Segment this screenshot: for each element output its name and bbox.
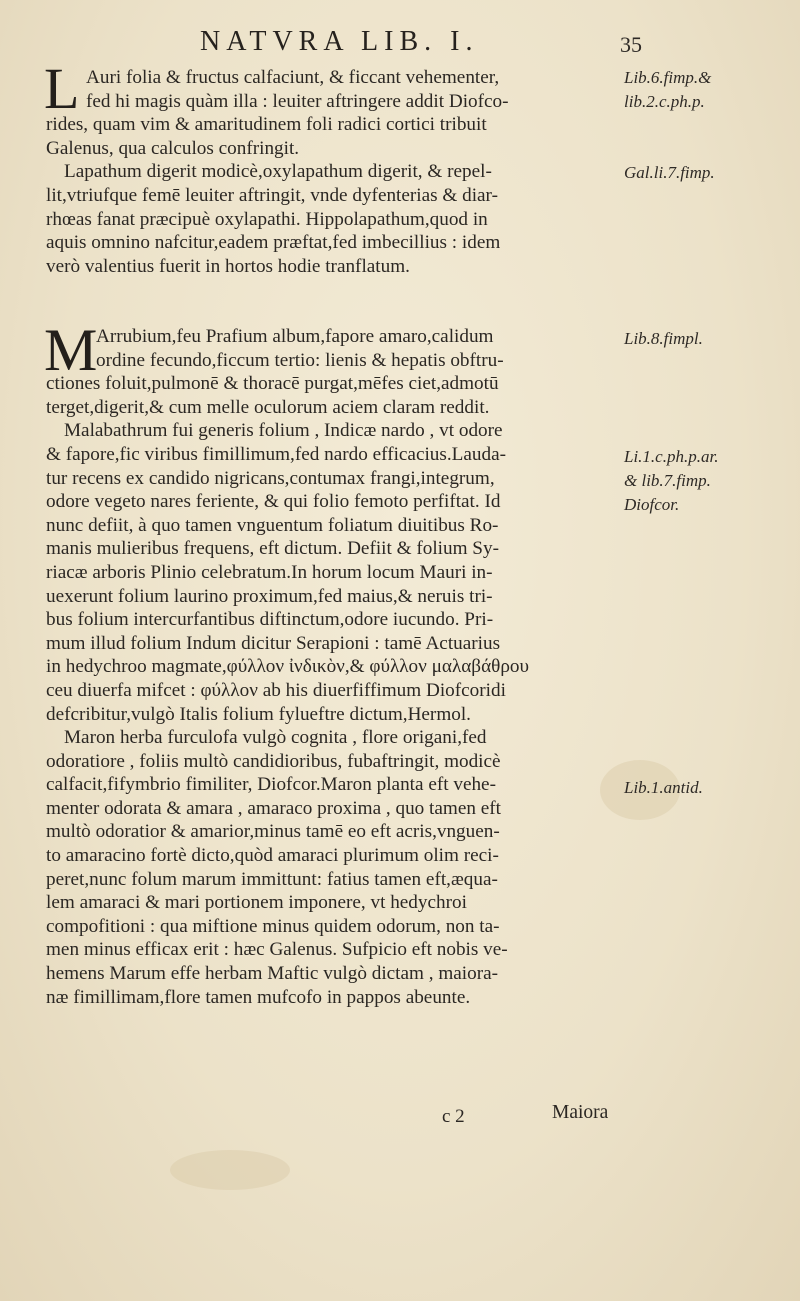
text-line: fed hi magis quàm illa : leuiter aftringere addit Diofco- [86, 90, 509, 112]
text-line: manis mulieribus frequens, eft dictum. Defiit & folium Sy- [46, 538, 499, 560]
text-line: riacæ arboris Plinio celebratum.In horum locum Mauri in- [46, 561, 493, 583]
text-line: aquis omnino nafcitur,eadem præftat,fed imbecillius : idem [46, 232, 501, 254]
text-line: peret,nunc folum marum immittunt: fatius tamen eft,æqua- [46, 868, 498, 890]
text-line: nunc defiit, à quo tamen vnguentum foliatum diuitibus Ro- [46, 514, 499, 536]
text-line: Malabathrum fui generis folium , Indicæ nardo , vt odore [64, 420, 503, 442]
text-line: hemens Marum effe herbam Maftic vulgò dictam , maiora- [46, 963, 498, 985]
text-line: in hedychroo magmate,φύλλον ἰνδικὸν,& φύλλον μαλαβάθρου [46, 656, 529, 678]
text-line: tur recens ex candido nigricans,contumax frangi,integrum, [46, 467, 495, 489]
text-line: lem amaraci & mari portionem imponere, vt hedychroi [46, 892, 467, 914]
text-line: Lapathum digerit modicè,oxylapathum digerit, & repel- [64, 161, 492, 183]
text-line: bus folium intercurfantibus diftinctum,odore iucundo. Pri- [46, 609, 494, 631]
paper-stain [170, 1150, 290, 1190]
text-line: men minus efficax erit : hæc Galenus. Sufpicio eft nobis ve- [46, 939, 508, 961]
paragraph-marrubium [46, 325, 616, 1009]
signature-mark: c 2 [442, 1106, 465, 1127]
text-line: menter odorata & amara , amaraco proxima , quo tamen eft [46, 797, 501, 819]
paragraph-lauri [46, 66, 616, 278]
margin-note: Lib.6.fimp.& [624, 68, 712, 87]
text-line: mum illud folium Indum dicitur Serapioni : tamē Actuarius [46, 632, 501, 654]
text-line: calfacit,fifymbrio fimiliter, Diofcor.Maron planta eft vehe- [46, 774, 496, 796]
text-line: ordine fecundo,ficcum tertio: lienis & hepatis obftru- [96, 349, 504, 371]
page-number: 35 [620, 32, 642, 57]
text-line: multò odoratior & amarior,minus tamē eo eft acris,vnguen- [46, 821, 500, 843]
margin-note: & lib.7.fimp. [624, 471, 711, 490]
text-line: compofitioni : qua miftione minus quidem odorum, non ta- [46, 915, 500, 937]
text-line: næ fimillimam,flore tamen mufcofo in pappos abeunte. [46, 986, 471, 1008]
running-title: NATVRA LIB. I. [200, 26, 479, 57]
text-line: Arrubium,feu Prafium album,fapore amaro,calidum [96, 326, 494, 347]
text-line: Auri folia & fructus calfaciunt, & ficcant vehementer, [86, 67, 500, 88]
text-line: ctiones foluit,pulmonē & thoracē purgat,mēfes ciet,admotū [46, 373, 499, 395]
drop-cap-l: L [44, 56, 80, 121]
margin-note: Gal.li.7.fimp. [624, 163, 715, 182]
text-line: & fapore,fic viribus fimillimum,fed nardo efficacius.Lauda- [46, 443, 506, 465]
catchword: Maiora [552, 1102, 609, 1123]
text-line: verò valentius fuerit in hortos hodie tranflatum. [46, 255, 410, 277]
drop-cap-m: M [44, 317, 98, 383]
text-line: Galenus, qua calculos confringit. [46, 137, 300, 159]
text-line: to amaracino fortè dicto,quòd amaraci plurimum olim reci- [46, 845, 499, 867]
margin-note: Diofcor. [624, 495, 680, 514]
margin-note: Li.1.c.ph.p.ar. [624, 447, 719, 466]
text-line: rhœas fanat præcipuè oxylapathi. Hippolapathum,quod in [46, 208, 488, 230]
text-line: ceu diuerfa mifcet : φύλλον ab his diuerfiffimum Diofcoridi [46, 679, 506, 701]
text-line: odoratiore , foliis multò candidioribus, fubaftringit, modicè [46, 750, 501, 772]
text-line: odore vegeto nares feriente, & qui folio femoto perfiftat. Id [46, 491, 501, 513]
text-line: defcribitur,vulgò Italis folium fylueftre dictum,Hermol. [46, 703, 471, 725]
text-line: lit,vtriufque femē leuiter aftringit, vnde dyfenterias & diar- [46, 184, 498, 206]
text-line: Maron herba furculofa vulgò cognita , flore origani,fed [64, 727, 487, 749]
text-line: uexerunt folium laurino proximum,fed maius,& neruis tri- [46, 585, 493, 607]
text-line: rides, quam vim & amaritudinem foli radici cortici tribuit [46, 114, 487, 136]
margin-note: Lib.8.fimpl. [624, 329, 703, 348]
margin-note: Lib.1.antid. [624, 778, 703, 797]
text-line: terget,digerit,& cum melle oculorum aciem claram reddit. [46, 396, 490, 418]
margin-note: lib.2.c.ph.p. [624, 92, 705, 111]
